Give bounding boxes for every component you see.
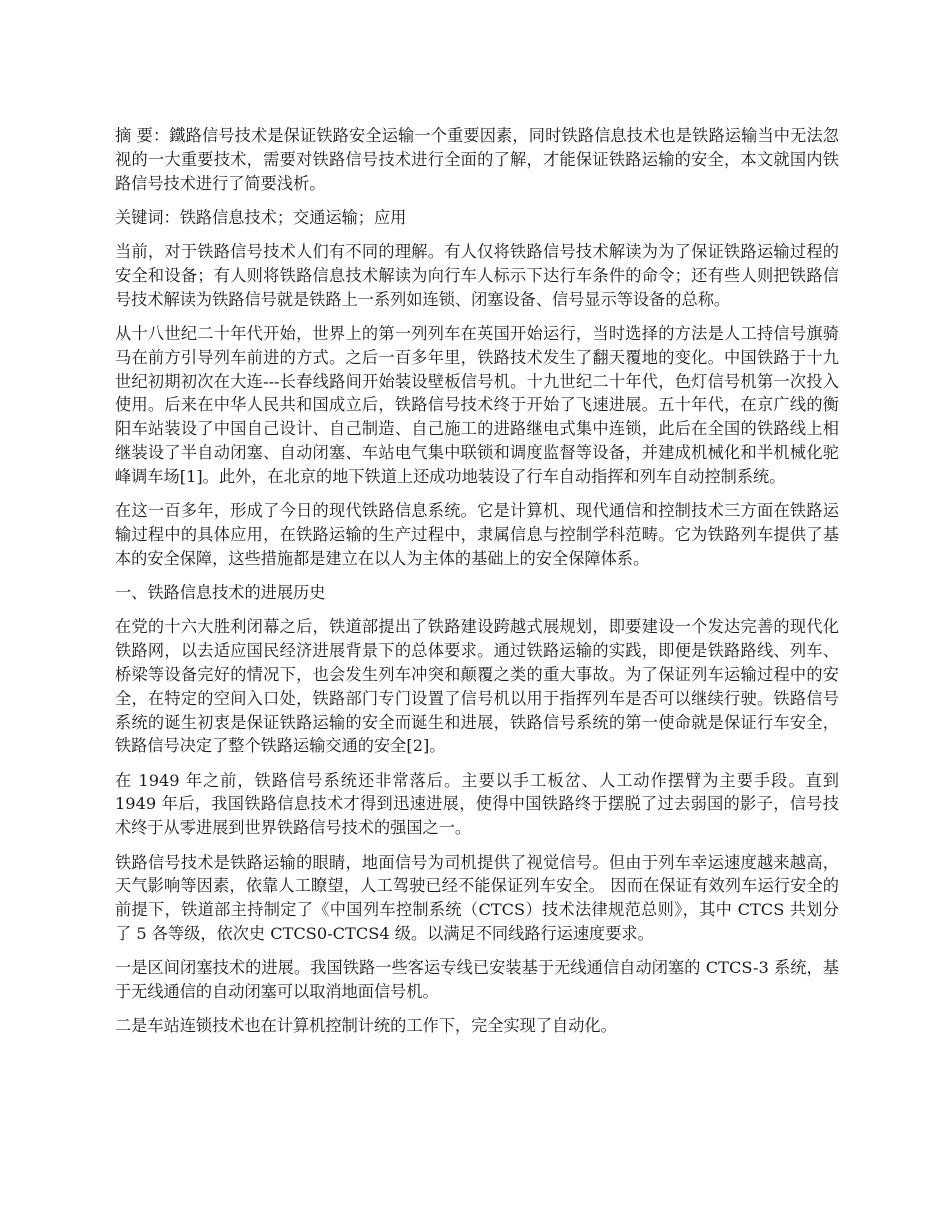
body-paragraph: 铁路信号技术是铁路运输的眼睛，地面信号为司机提供了视觉信号。但由于列车幸运速度越来越高，天气影响等因素，依靠人工瞭望，人工驾驶已经不能保证列车安全。 因而在保证有效列车运行安全的前提下，铁道部主持制定了《中国列车控制系统（CTCS）技术法律规范总则》，其中 CTCS 共划分了 5 各等级，依次史 CTCS0-CTCS4 级。以满足不同线路行运速度要求。 xyxy=(115,852,839,943)
body-paragraph: 一是区间闭塞技术的进展。我国铁路一些客运专线已安装基于无线通信自动闭塞的 CTCS-3 系统，基于无线通信的自动闭塞可以取消地面信号机。 xyxy=(115,958,839,1001)
section-heading: 一、铁路信息技术的进展历史 xyxy=(115,583,326,603)
body-paragraph: 从十八世纪二十年代开始，世界上的第一列列车在英国开始运行，当时选择的方法是人工持信号旗骑马在前方引导列车前进的方式。之后一百多年里，铁路技术发生了翻天覆地的变化。中国铁路于十九世纪初期初次在大连---长春线路间开始装设壁板信号机。十九世纪二十年代，色灯信号机第一次投入使用。后来在中华人民共和国成立后，铁路信号技术终于开始了飞速进展。五十年代，在京广线的衡阳车站装设了中国自己设计、自己制造、自己施工的进路继电式集中连锁，此后在全国的铁路线上相继装设了半自动闭塞、自动闭塞、车站电气集中联锁和调度监督等设备，并建成机械化和半机械化驼峰调车场[1]。此外，在北京的地下铁道上还成功地装设了行车自动指挥和列车自动控制系统。 xyxy=(115,324,839,486)
abstract-paragraph: 摘 要：鐵路信号技术是保证铁路安全运输一个重要因素，同时铁路信息技术也是铁路运输当中无法忽视的一大重要技术，需要对铁路信号技术进行全面的了解，才能保证铁路运输的安全，本文就国内铁路信号技术进行了简要浅析。 xyxy=(115,126,839,193)
body-paragraph: 在这一百多年，形成了今日的现代铁路信息系统。它是计算机、现代通信和控制技术三方面在铁路运输过程中的具体应用，在铁路运输的生产过程中，隶属信息与控制学科范畴。它为铁路列车提供了基本的安全保障，这些措施都是建立在以人为主体的基础上的安全保障体系。 xyxy=(115,501,839,568)
keywords-paragraph: 关键词：铁路信息技术；交通运输；应用 xyxy=(115,207,407,227)
body-paragraph: 当前，对于铁路信号技术人们有不同的理解。有人仅将铁路信号技术解读为为了保证铁路运输过程的安全和设备；有人则将铁路信息技术解读为向行车人标示下达行车条件的命令；还有些人则把铁路信号技术解读为铁路信号就是铁路上一系列如连锁、闭塞设备、信号显示等设备的总称。 xyxy=(115,242,839,309)
body-paragraph: 二是车站连锁技术也在计算机控制计统的工作下，完全实现了自动化。 xyxy=(115,1016,617,1036)
document-body xyxy=(115,124,839,1049)
body-paragraph: 在党的十六大胜利闭幕之后，铁道部提出了铁路建设跨越式展规划，即要建设一个发达完善的现代化铁路网，以去适应国民经济进展背景下的总体要求。通过铁路运输的实践，即便是铁路路线、列车、桥梁等设备完好的情况下，也会发生列车冲突和颠覆之类的重大事故。为了保证列车运输过程中的安全，在特定的空间入口处，铁路部门专门设置了信号机以用于指挥列车是否可以继续行驶。铁路信号系统的诞生初衷是保证铁路运输的安全而诞生和进展，铁路信号系统的第一使命就是保证行车安全，铁路信号决定了整个铁路运输交通的安全[2]。 xyxy=(115,617,839,756)
body-paragraph: 在 1949 年之前，铁路信号系统还非常落后。主要以手工板岔、人工动作摆臂为主要手段。直到 1949 年后，我国铁路信息技术才得到迅速进展，使得中国铁路终于摆脱了过去弱国的影子，信号技术终于从零进展到世界铁路信号技术的强国之一。 xyxy=(115,770,839,838)
